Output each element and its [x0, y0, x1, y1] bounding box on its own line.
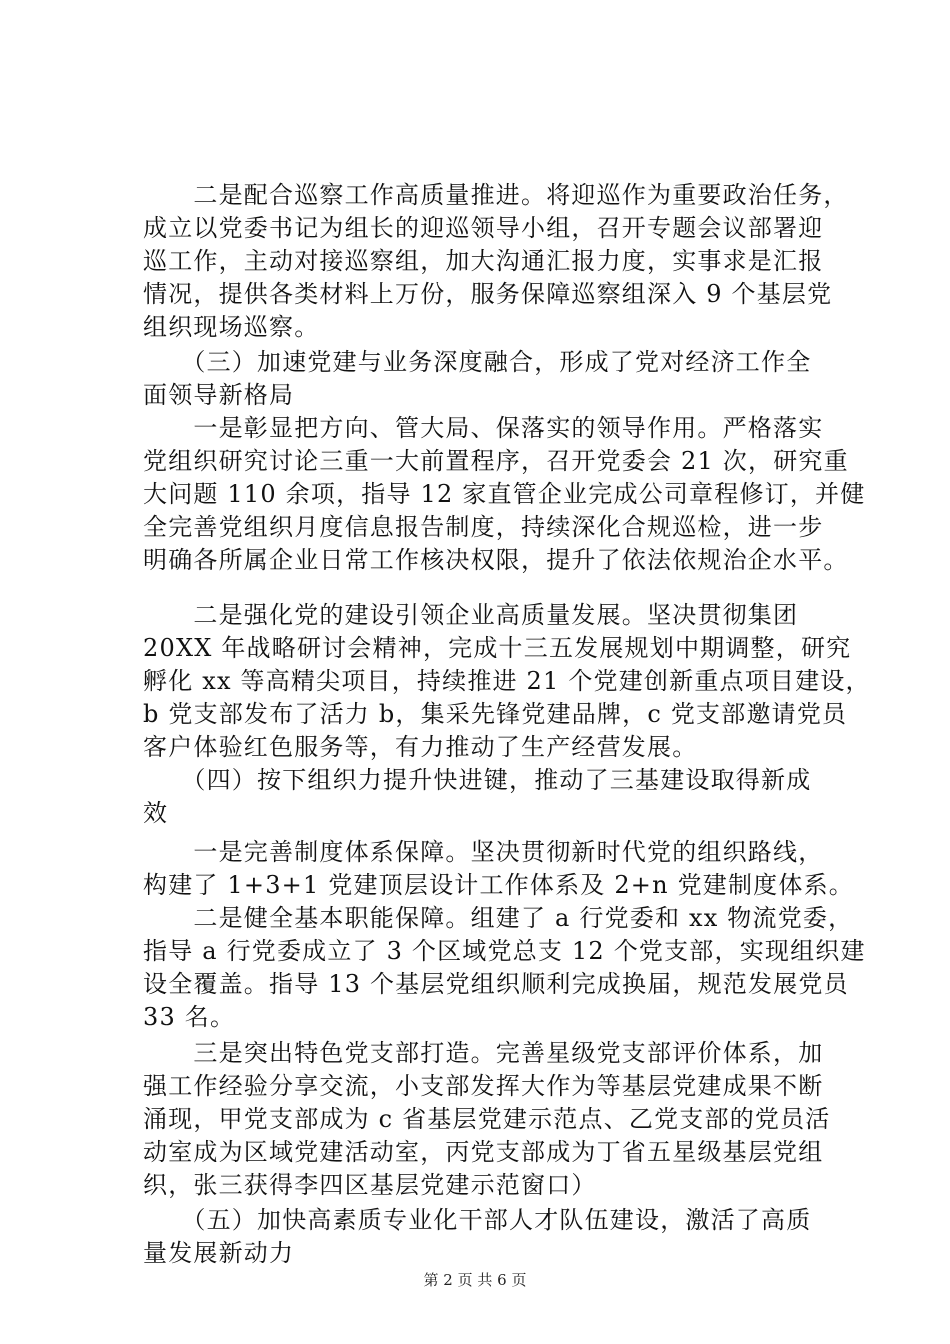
section-heading-line: （四）按下组织力提升快进键，推动了三基建设取得新成 — [143, 766, 812, 794]
text-line: 明确各所属企业日常工作核决权限，提升了依法依规治企水平。 — [143, 546, 849, 574]
text-line: 一是完善制度体系保障。坚决贯彻新时代党的组织路线， — [143, 838, 824, 866]
text-line: 一是彰显把方向、管大局、保落实的领导作用。严格落实 — [143, 414, 824, 442]
text-line: 33 名。 — [143, 1003, 236, 1031]
text-line: 组织现场巡察。 — [143, 313, 320, 341]
section-heading-line: （五）加快高素质专业化干部人才队伍建设，激活了高质 — [143, 1206, 812, 1234]
text-line: 涌现，甲党支部成为 c 省基层党建示范点、乙党支部的党员活 — [143, 1105, 831, 1133]
text-line: 二是健全基本职能保障。组建了 a 行党委和 xx 物流党委， — [143, 904, 854, 932]
text-line: 三是突出特色党支部打造。完善星级党支部评价体系，加 — [143, 1039, 824, 1067]
section-heading-line: （三）加速党建与业务深度融合，形成了党对经济工作全 — [143, 348, 812, 376]
text-line: 设全覆盖。指导 13 个基层党组织顺利完成换届，规范发展党员 — [143, 970, 849, 998]
section-heading-line: 面领导新格局 — [143, 381, 295, 409]
text-line: 20XX 年战略研讨会精神，完成十三五发展规划中期调整，研究 — [143, 634, 852, 662]
text-line: 织，张三获得李四区基层党建示范窗口） — [143, 1171, 597, 1199]
text-line: 客户体验红色服务等，有力推动了生产经营发展。 — [143, 733, 698, 761]
page-number-footer: 第 2 页 共 6 页 — [423, 1271, 527, 1289]
text-line: 二是强化党的建设引领企业高质量发展。坚决贯彻集团 — [143, 601, 799, 629]
text-line: 党组织研究讨论三重一大前置程序，召开党委会 21 次，研究重 — [143, 447, 849, 475]
text-line: 情况，提供各类材料上万份，服务保障巡察组深入 9 个基层党 — [143, 280, 833, 308]
section-heading-line: 量发展新动力 — [143, 1239, 295, 1267]
text-line: 强工作经验分享交流，小支部发挥大作为等基层党建成果不断 — [143, 1072, 824, 1100]
text-line: 动室成为区域党建活动室，丙党支部成为丁省五星级基层党组 — [143, 1138, 824, 1166]
text-line: 成立以党委书记为组长的迎巡领导小组，召开专题会议部署迎 — [143, 214, 824, 242]
text-line: 巡工作，主动对接巡察组，加大沟通汇报力度，实事求是汇报 — [143, 247, 824, 275]
section-heading-line: 效 — [143, 799, 169, 827]
text-line: 全完善党组织月度信息报告制度，持续深化合规巡检，进一步 — [143, 513, 824, 541]
text-line: b 党支部发布了活力 b，集采先锋党建品牌，c 党支部邀请党员 — [143, 700, 848, 728]
text-line: 构建了 1+3+1 党建顶层设计工作体系及 2+n 党建制度体系。 — [143, 871, 854, 899]
text-line: 孵化 xx 等高精尖项目，持续推进 21 个党建创新重点项目建设， — [143, 667, 871, 695]
text-line: 大问题 110 余项，指导 12 家直管企业完成公司章程修订，并健 — [143, 480, 866, 508]
text-line: 指导 a 行党委成立了 3 个区域党总支 12 个党支部，实现组织建 — [143, 937, 866, 965]
text-line: 二是配合巡察工作高质量推进。将迎巡作为重要政治任务， — [143, 181, 849, 209]
